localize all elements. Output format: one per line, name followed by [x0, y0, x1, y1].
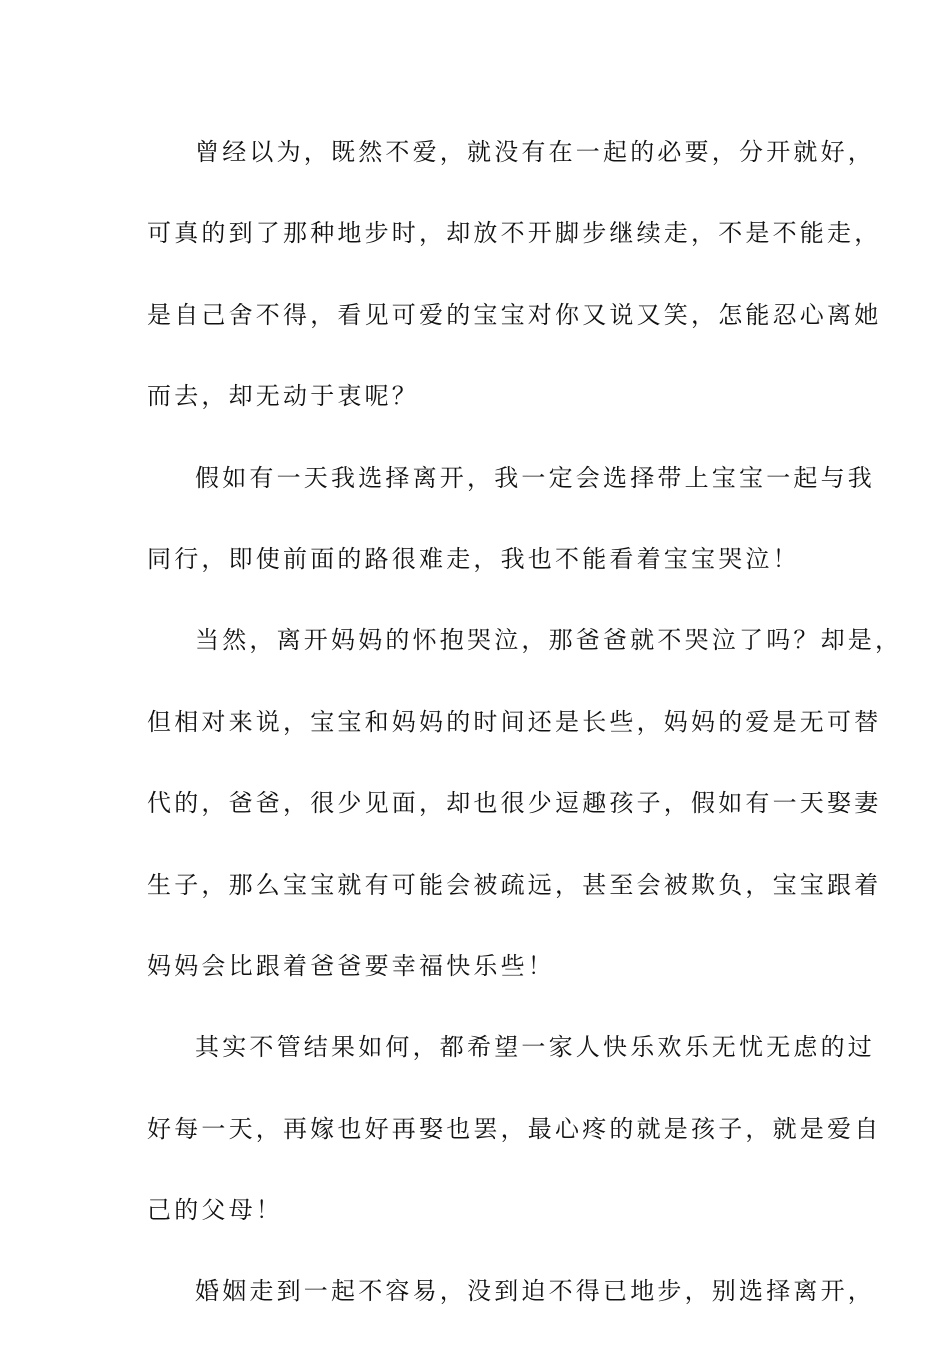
- paragraph-4: [147, 1021, 882, 1265]
- text-line: 可真的到了那种地步时，却放不开脚步继续走，不是不能走，: [147, 219, 882, 248]
- text-line: 妈妈会比跟着爸爸要幸福快乐些！: [147, 951, 555, 980]
- text-line: 是自己舍不得，看见可爱的宝宝对你又说又笑，怎能忍心离她: [147, 300, 882, 329]
- paragraph-2: [147, 452, 875, 615]
- text-line: 当然，离开妈妈的怀抱哭泣，那爸爸就不哭泣了吗？却是，: [195, 626, 903, 655]
- paragraph-3: [147, 614, 903, 1021]
- text-line: 好每一天，再嫁也好再娶也罢，最心疼的就是孩子，就是爱自: [147, 1114, 882, 1143]
- text-line: 生子，那么宝宝就有可能会被疏远，甚至会被欺负，宝宝跟着: [147, 870, 882, 899]
- paragraph-5: [147, 1265, 875, 1346]
- text-line: 而去，却无动于衷呢？: [147, 382, 419, 411]
- text-line: 己的父母！: [147, 1196, 283, 1225]
- text-line: 同行，即使前面的路很难走，我也不能看着宝宝哭泣！: [147, 544, 800, 573]
- text-line: 代的，爸爸，很少见面，却也很少逗趣孩子，假如有一天娶妻: [147, 789, 882, 818]
- text-line: 但相对来说，宝宝和妈妈的时间还是长些，妈妈的爱是无可替: [147, 707, 882, 736]
- text-line: 假如有一天我选择离开，我一定会选择带上宝宝一起与我: [195, 463, 875, 492]
- document-body: [147, 126, 903, 1347]
- paragraph-1: [147, 126, 882, 452]
- text-line: 婚姻走到一起不容易，没到迫不得已地步，别选择离开，: [195, 1277, 875, 1306]
- text-line: 其实不管结果如何，都希望一家人快乐欢乐无忧无虑的过: [195, 1033, 875, 1062]
- text-line: 曾经以为，既然不爱，就没有在一起的必要，分开就好，: [195, 138, 875, 166]
